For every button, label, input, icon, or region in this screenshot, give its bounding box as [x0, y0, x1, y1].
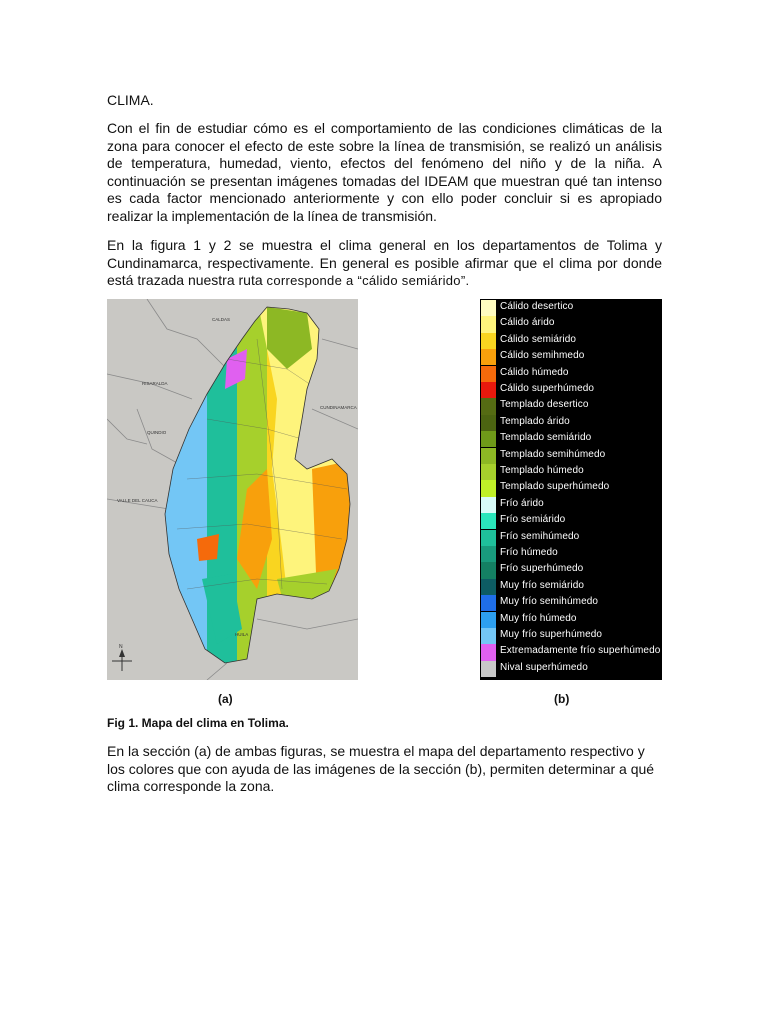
legend-label: Templado superhúmedo — [500, 481, 610, 493]
legend-item — [480, 579, 662, 595]
tolima-climate-map — [107, 299, 358, 680]
legend-label: Frío semiárido — [500, 514, 566, 526]
map-label-valle: VALLE DEL CAUCA — [117, 498, 158, 503]
map-label-caldas: CALDAS — [212, 317, 231, 322]
legend-item — [480, 480, 662, 496]
legend-swatch — [481, 349, 496, 365]
legend-item — [480, 316, 662, 332]
legend-swatch — [481, 513, 496, 529]
legend-item — [480, 546, 662, 562]
map-label-huila: HUILA — [235, 632, 249, 637]
intro-paragraph: Con el fin de estudiar cómo es el comportamiento de las condiciones climáticas de la zona para conocer el efecto de este sobre la línea de transmisión, se realizó un análisis de temperatura, humedad, viento, efectos del fenómeno del niño y de la niña. A continuación se presentan imágenes tomadas del IDEAM que muestran qué tan intenso es cada factor mencionado anteriormente y con ello poder concluir si es apropiado realizar la implementación de la línea de transmisión. — [107, 120, 662, 224]
subfigure-label-a: (a) — [218, 692, 233, 706]
legend-label: Cálido árido — [500, 317, 555, 329]
legend-item — [480, 661, 662, 677]
legend-swatch — [481, 497, 496, 513]
legend-item — [480, 333, 662, 349]
climate-legend — [480, 299, 662, 680]
legend-swatch — [481, 464, 496, 480]
legend-item — [480, 562, 662, 578]
map-graphic — [107, 299, 358, 680]
legend-item — [480, 628, 662, 644]
legend-item — [480, 448, 662, 464]
legend-label: Frío semihúmedo — [500, 530, 580, 542]
legend-label: Muy frío húmedo — [500, 612, 577, 624]
legend-label: Muy frío superhúmedo — [500, 629, 603, 640]
legend-label: Cálido húmedo — [500, 366, 569, 378]
legend-swatch — [481, 546, 496, 562]
figures-paragraph — [107, 237, 662, 290]
legend-item — [480, 415, 662, 431]
legend-item — [480, 497, 662, 513]
legend-label: Frío húmedo — [500, 547, 558, 558]
legend-swatch — [481, 628, 496, 644]
north-arrow-icon — [112, 644, 132, 671]
section-heading: CLIMA. — [107, 92, 154, 108]
svg-text:N: N — [119, 644, 123, 650]
map-label-risaralda: RISARALDA — [142, 381, 168, 386]
legend-swatch — [481, 480, 496, 496]
legend-swatch — [481, 415, 496, 431]
legend-item — [480, 366, 662, 382]
legend-label: Cálido semihmedo — [500, 350, 585, 362]
legend-item — [480, 300, 662, 316]
legend-item — [480, 513, 662, 529]
legend-swatch — [481, 382, 496, 398]
figures-paragraph-end: corresponde a “cálido semiárido”. — [266, 273, 470, 288]
legend-label: Templado semiárido — [500, 432, 592, 444]
map-label-quindio: QUINDIO — [147, 430, 167, 435]
legend-item — [480, 595, 662, 611]
legend-label: Templado semihúmedo — [500, 448, 606, 460]
legend-label: Templado desertico — [500, 399, 589, 411]
legend-swatch — [481, 448, 496, 464]
legend-item — [480, 644, 662, 660]
legend-label: Frío superhúmedo — [500, 563, 584, 575]
legend-swatch — [481, 579, 496, 595]
legend-label: Cálido superhúmedo — [500, 383, 595, 394]
legend-label: Frío árido — [500, 497, 544, 509]
legend-label: Muy frío semihúmedo — [500, 596, 599, 608]
legend-swatch — [481, 398, 496, 414]
legend-item — [480, 464, 662, 480]
figure-caption: Fig 1. Mapa del clima en Tolima. — [107, 716, 289, 730]
legend-label: Muy frío semiárido — [500, 579, 585, 591]
figures-paragraph-text: En la figura 1 y 2 se muestra el clima general en los departamentos de Tolima y Cundinamarca, respectivamente. En general es posible afirmar que el clima por donde está trazada nuestra ruta — [107, 237, 662, 288]
legend-item — [480, 349, 662, 365]
legend-item — [480, 398, 662, 414]
legend-swatch — [481, 333, 496, 349]
map-label-cundinamarca: CUNDINAMARCA — [320, 405, 357, 410]
legend-swatch — [481, 612, 496, 628]
legend-swatch — [481, 316, 496, 332]
legend-item — [480, 382, 662, 398]
legend-label: Nival superhúmedo — [500, 661, 588, 673]
legend-swatch — [481, 595, 496, 611]
legend-swatch — [481, 431, 496, 447]
legend-swatch — [481, 562, 496, 578]
subfigure-label-b: (b) — [554, 692, 570, 706]
legend-label: Templado árido — [500, 415, 570, 427]
legend-item — [480, 612, 662, 628]
legend-item — [480, 431, 662, 447]
explanation-paragraph: En la sección (a) de ambas figuras, se muestra el mapa del departamento respectivo y los colores que con ayuda de las imágenes de la sección (b), permiten determinar a qué clima corresponde la zona. — [107, 743, 655, 794]
legend-item — [480, 530, 662, 546]
legend-swatch — [481, 661, 496, 677]
legend-swatch — [481, 300, 496, 316]
legend-label: Templado húmedo — [500, 465, 584, 476]
legend-swatch — [481, 366, 496, 382]
legend-label: Cálido desertico — [500, 301, 574, 312]
legend-swatch — [481, 644, 496, 660]
legend-label: Cálido semiárido — [500, 333, 577, 345]
legend-swatch — [481, 530, 496, 546]
legend-label: Extremadamente frío superhúmedo — [500, 645, 661, 657]
